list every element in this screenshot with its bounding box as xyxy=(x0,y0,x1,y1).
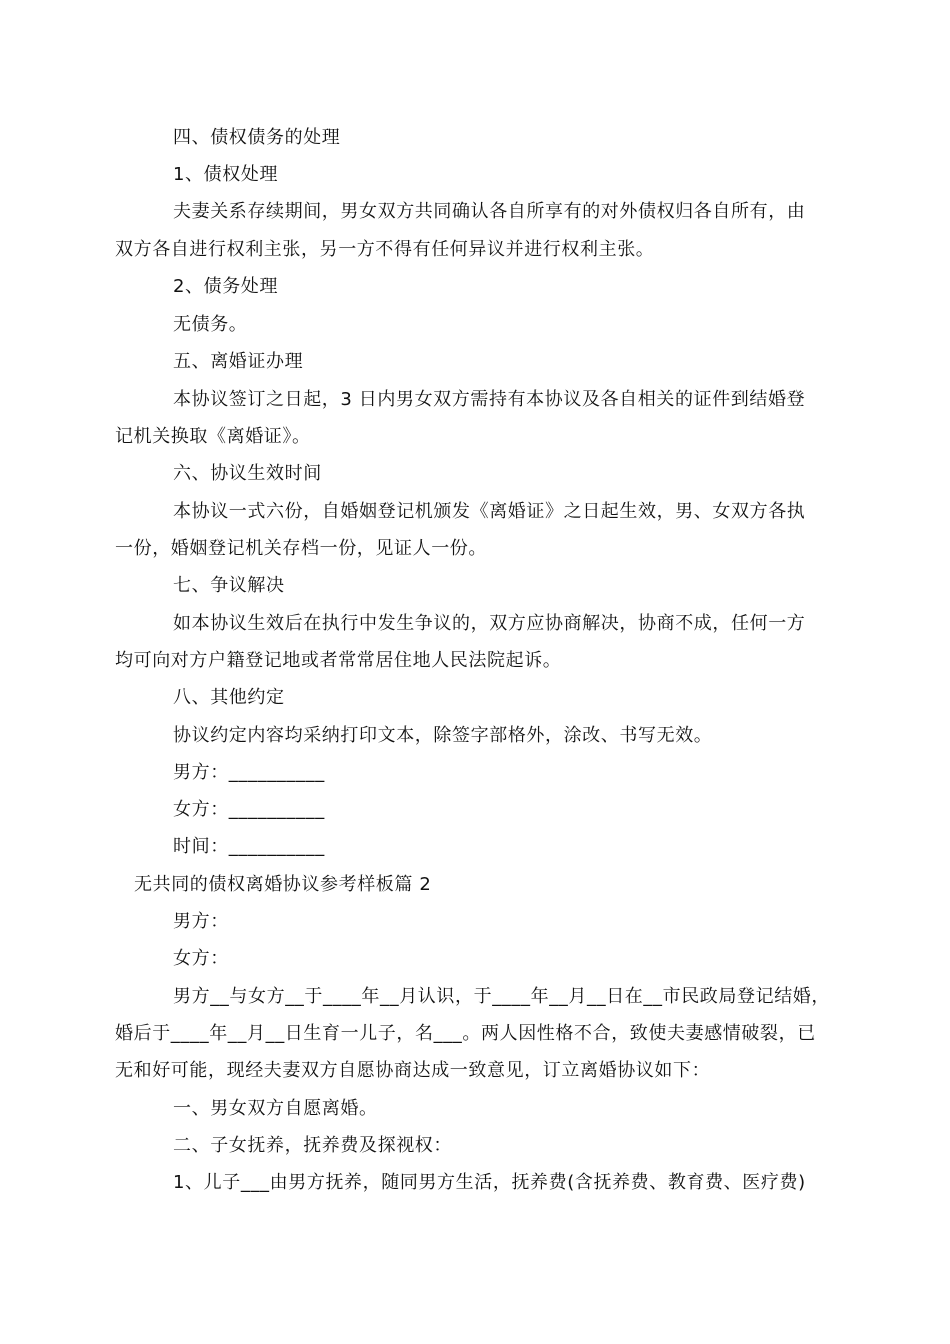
template-title: 无共同的债权离婚协议参考样板篇 2 xyxy=(134,874,432,895)
section-heading-6: 六、协议生效时间 xyxy=(173,463,322,484)
paragraph-line: 双方各自进行权利主张，另一方不得有任何异议并进行权利主张。 xyxy=(115,239,655,260)
paragraph-line: 记机关换取《离婚证》。 xyxy=(115,426,311,447)
section-heading-8: 八、其他约定 xyxy=(173,687,285,708)
party-female: 女方： xyxy=(173,948,229,969)
paragraph-line: 本协议一式六份，自婚姻登记机颁发《离婚证》之日起生效，男、女双方各执 xyxy=(173,501,806,522)
subheading-debts: 2、债务处理 xyxy=(173,276,279,297)
section-heading-5: 五、离婚证办理 xyxy=(173,351,304,372)
signature-field-female: 女方：__________ xyxy=(173,799,325,820)
paragraph-line: 一份，婚姻登记机关存档一份，见证人一份。 xyxy=(115,538,487,559)
paragraph-line: 无债务。 xyxy=(173,314,248,335)
paragraph-line: 本协议签订之日起，3 日内男女双方需持有本协议及各自相关的证件到结婚登 xyxy=(173,389,806,410)
signature-field-male: 男方：__________ xyxy=(173,762,325,783)
paragraph-line: 男方__与女方__于____年__月认识，于____年__月__日在__市民政局登记结婚， xyxy=(173,986,830,1007)
party-male: 男方： xyxy=(173,911,229,932)
section-heading-4: 四、债权债务的处理 xyxy=(173,127,341,148)
paragraph-line: 如本协议生效后在执行中发生争议的，双方应协商解决，协商不成，任何一方 xyxy=(173,613,806,634)
paragraph-line: 无和好可能，现经夫妻双方自愿协商达成一致意见，订立离婚协议如下： xyxy=(115,1060,711,1081)
signature-field-date: 时间：__________ xyxy=(173,836,325,857)
paragraph-line: 均可向对方户籍登记地或者常常居住地人民法院起诉。 xyxy=(115,650,562,671)
paragraph-line: 1、儿子___由男方抚养，随同男方生活，抚养费(含抚养费、教育费、医疗费) xyxy=(173,1172,806,1193)
subheading-creditor-rights: 1、债权处理 xyxy=(173,164,279,185)
paragraph-line: 婚后于____年__月__日生育一儿子，名___。两人因性格不合，致使夫妻感情破裂，已 xyxy=(115,1023,816,1044)
section-heading-7: 七、争议解决 xyxy=(173,575,285,596)
paragraph-line: 夫妻关系存续期间，男女双方共同确认各自所享有的对外债权归各自所有，由 xyxy=(173,201,806,222)
paragraph-line: 协议约定内容均采纳打印文本，除签字部格外，涂改、书写无效。 xyxy=(173,725,713,746)
clause-1: 一、男女双方自愿离婚。 xyxy=(173,1098,378,1119)
clause-2: 二、子女抚养，抚养费及探视权： xyxy=(173,1135,452,1156)
